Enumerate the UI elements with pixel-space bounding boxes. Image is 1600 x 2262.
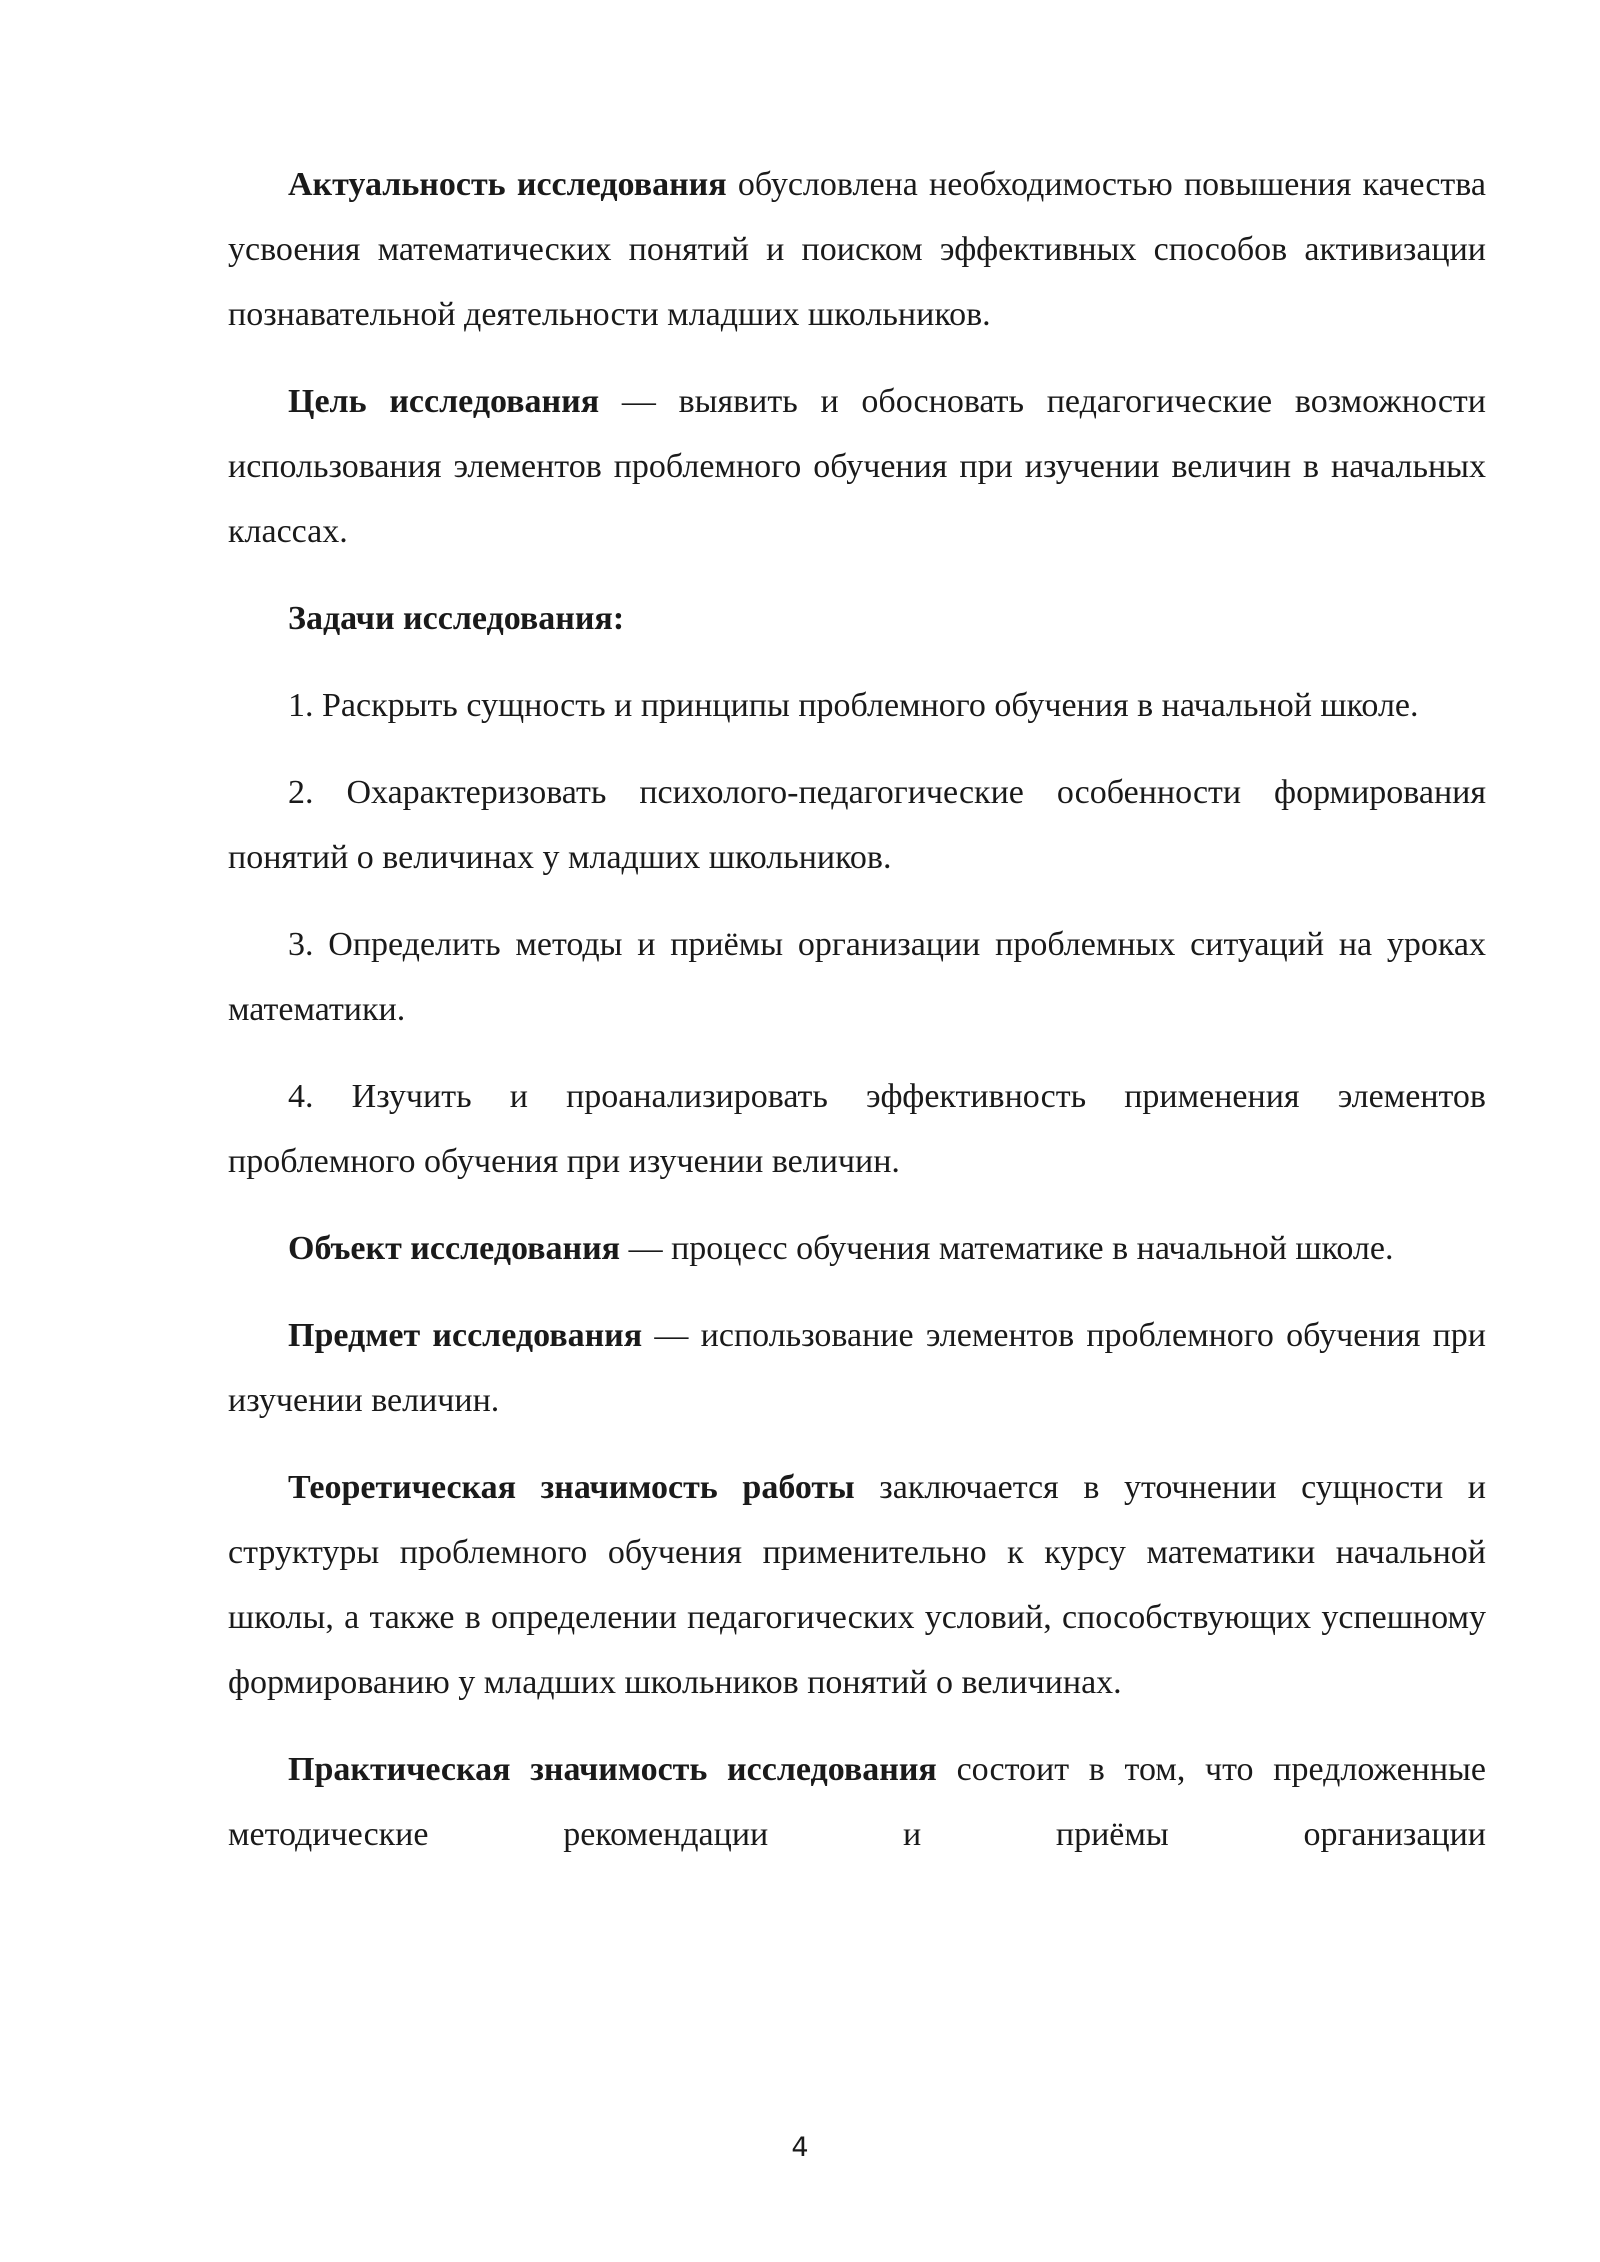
- paragraph-text: состоит в том, что предложенные методические рекомендации и приёмы организации: [228, 1751, 1486, 1853]
- paragraph-text: заключается в уточнении сущности и структуры проблемного обучения применительно к курсу математики начальной школы, а также в определении педагогических условий, способствующих успешному формированию у младших школьников понятий о величинах.: [228, 1469, 1486, 1701]
- list-item-task-2: [228, 760, 1486, 890]
- paragraph-theoretical-significance: [228, 1455, 1486, 1715]
- list-item-task-3: [228, 912, 1486, 1042]
- paragraph-text: — использование элементов проблемного обучения при изучении величин.: [228, 1317, 1486, 1419]
- list-item-task-4: [228, 1064, 1486, 1194]
- paragraph-text: 4. Изучить и проанализировать эффективность применения элементов проблемного обучения при изучении величин.: [228, 1078, 1486, 1180]
- paragraph-subject: [228, 1303, 1486, 1433]
- paragraph-heading: Практическая значимость исследования: [288, 1751, 937, 1788]
- paragraph-text: обусловлена необходимостью повышения качества усвоения математических понятий и поиском эффективных способов активизации познавательной деятельности младших школьников.: [228, 166, 1486, 333]
- paragraph-text: 1. Раскрыть сущность и принципы проблемного обучения в начальной школе.: [288, 687, 1419, 724]
- paragraph-heading: Теоретическая значимость работы: [288, 1469, 855, 1506]
- paragraph-object: [228, 1216, 1486, 1281]
- paragraph-text: — процесс обучения математике в начальной школе.: [620, 1230, 1394, 1267]
- paragraph-goal: [228, 369, 1486, 564]
- document-page: [228, 152, 1486, 1867]
- paragraph-heading: Актуальность исследования: [288, 166, 727, 203]
- paragraph-tasks-heading: [228, 586, 1486, 651]
- list-item-task-1: [228, 673, 1486, 738]
- paragraph-relevance: [228, 152, 1486, 347]
- page-number: 4: [791, 2132, 809, 2163]
- paragraph-heading: Предмет исследования: [288, 1317, 643, 1354]
- paragraph-practical-significance: [228, 1737, 1486, 1867]
- paragraph-heading: Объект исследования: [288, 1230, 621, 1267]
- paragraph-text: 3. Определить методы и приёмы организации проблемных ситуаций на уроках математики.: [228, 926, 1486, 1028]
- paragraph-text: 2. Охарактеризовать психолого-педагогические особенности формирования понятий о величинах у младших школьников.: [228, 774, 1486, 876]
- paragraph-text: — выявить и обосновать педагогические возможности использования элементов проблемного обучения при изучении величин в начальных классах.: [228, 383, 1486, 550]
- paragraph-heading: Задачи исследования:: [288, 600, 625, 637]
- paragraph-heading: Цель исследования: [288, 383, 600, 420]
